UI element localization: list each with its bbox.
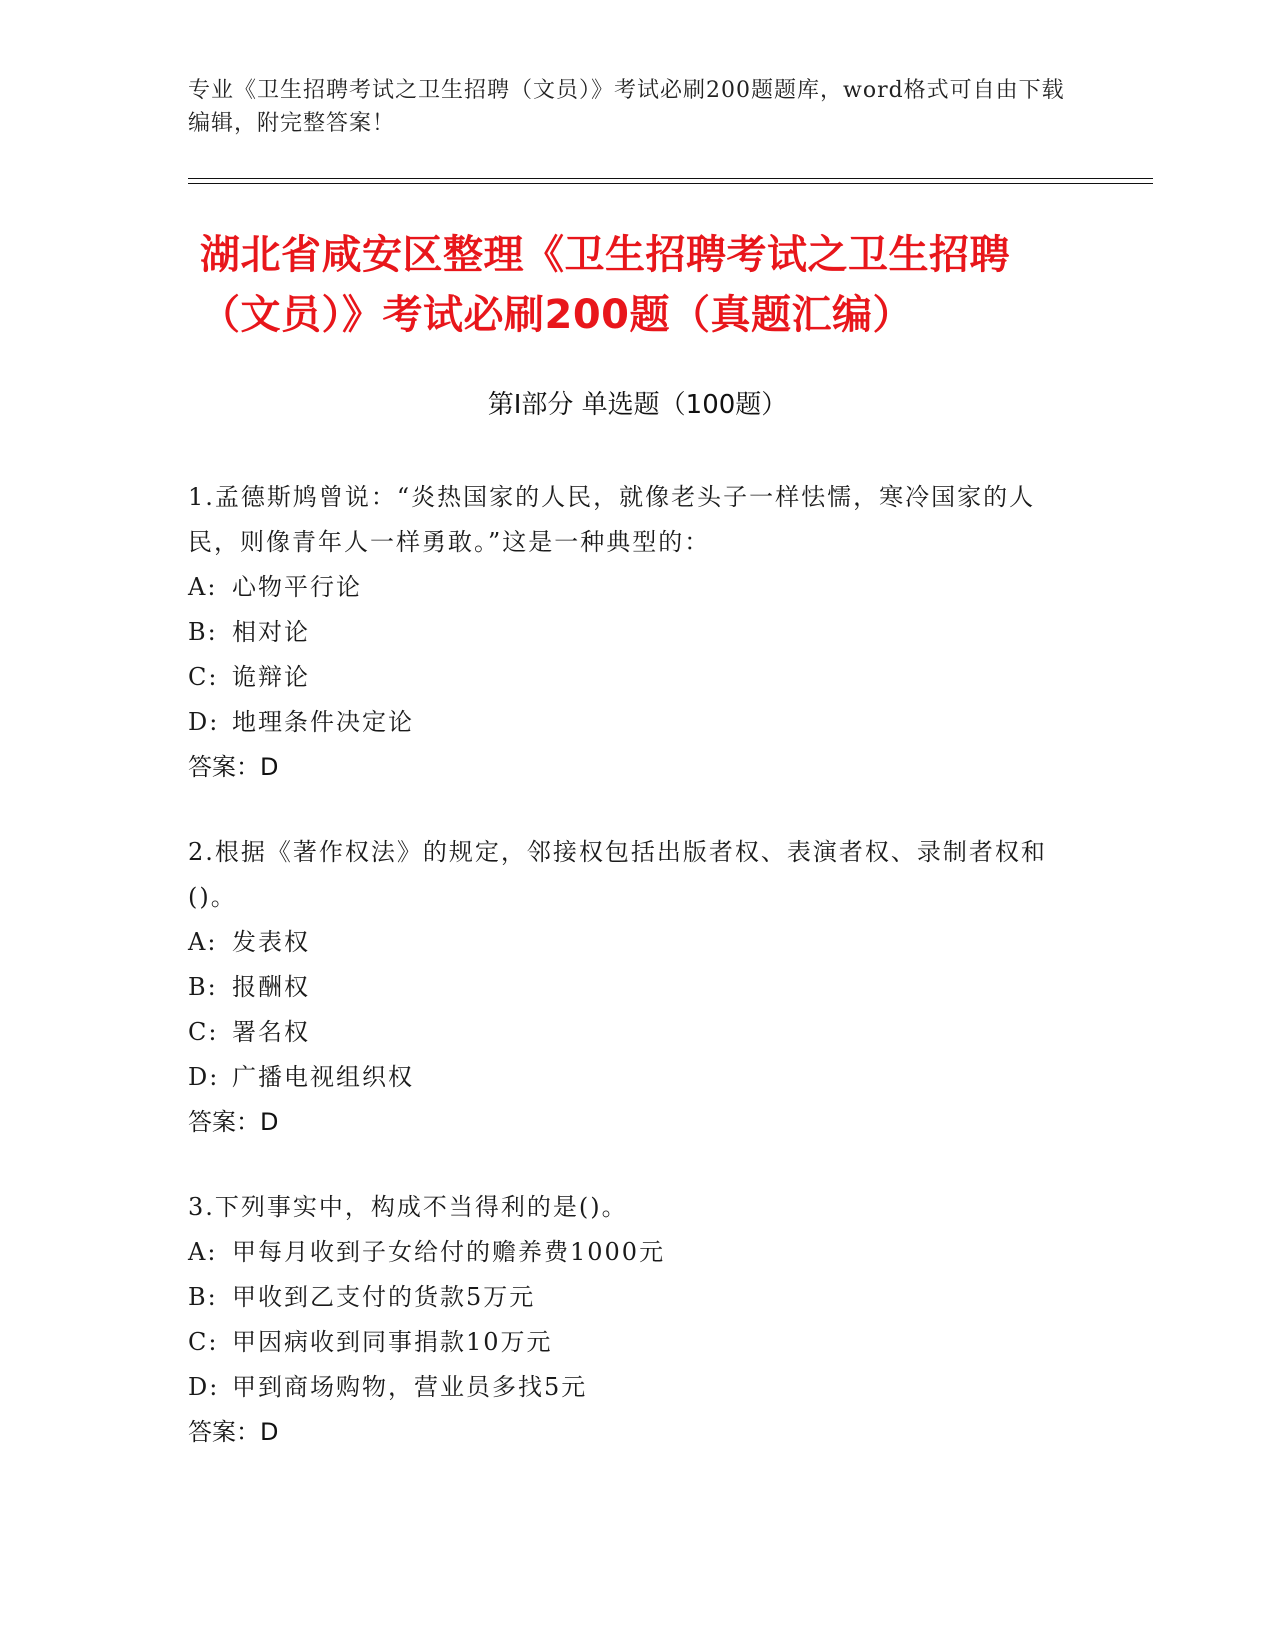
option-c — [188, 1010, 1068, 1055]
option-letter: D: — [188, 708, 220, 736]
option-b — [188, 1275, 1068, 1320]
option-d — [188, 1365, 1068, 1410]
option-letter: D: — [188, 1063, 220, 1091]
option-b — [188, 965, 1068, 1010]
option-letter: C: — [188, 1328, 219, 1356]
option-text: 甲因病收到同事捐款10万元 — [232, 1328, 553, 1356]
option-a — [188, 1230, 1068, 1275]
answer-line: 答案：D — [188, 1418, 279, 1446]
option-letter: A: — [188, 1238, 218, 1266]
question-stem: 1.孟德斯鸠曾说：“炎热国家的人民，就像老头子一样怯懦，寒冷国家的人民，则像青年人一样勇敢。”这是一种典型的： — [188, 483, 1036, 556]
header-divider-top — [188, 178, 1153, 179]
option-b — [188, 610, 1068, 655]
option-text: 署名权 — [232, 1018, 310, 1046]
option-d — [188, 700, 1068, 745]
option-a — [188, 565, 1068, 610]
question-stem: 2.根据《著作权法》的规定，邻接权包括出版者权、表演者权、录制者权和()。 — [188, 838, 1047, 911]
answer-line: 答案：D — [188, 753, 279, 781]
option-text: 发表权 — [232, 928, 310, 956]
option-text: 相对论 — [232, 618, 310, 646]
option-d — [188, 1055, 1068, 1100]
option-letter: C: — [188, 663, 219, 691]
answer-line: 答案：D — [188, 1108, 279, 1136]
option-letter: C: — [188, 1018, 219, 1046]
option-text: 诡辩论 — [232, 663, 310, 691]
option-a — [188, 920, 1068, 965]
question-2 — [188, 830, 1068, 1145]
option-letter: B: — [188, 1283, 218, 1311]
question-3 — [188, 1185, 1068, 1455]
option-text: 甲到商场购物，营业员多找5元 — [232, 1373, 588, 1401]
option-text: 广播电视组织权 — [232, 1063, 414, 1091]
option-text: 报酬权 — [232, 973, 310, 1001]
header-note: 专业《卫生招聘考试之卫生招聘（文员）》考试必刷200题题库，word格式可自由下载编辑，附完整答案！ — [188, 78, 1065, 136]
document-title: 湖北省咸安区整理《卫生招聘考试之卫生招聘（文员）》考试必刷200题（真题汇编） — [200, 232, 1010, 338]
question-stem: 3.下列事实中，构成不当得利的是()。 — [188, 1193, 628, 1221]
option-c — [188, 655, 1068, 700]
option-letter: D: — [188, 1373, 220, 1401]
option-letter: A: — [188, 928, 218, 956]
question-1 — [188, 475, 1068, 790]
option-text: 地理条件决定论 — [232, 708, 414, 736]
section-title: 第Ⅰ部分 单选题（100题） — [487, 390, 788, 420]
option-letter: B: — [188, 973, 218, 1001]
option-letter: B: — [188, 618, 218, 646]
question-list — [188, 475, 1068, 1495]
option-text: 心物平行论 — [232, 573, 362, 601]
option-letter: A: — [188, 573, 218, 601]
option-c — [188, 1320, 1068, 1365]
option-text: 甲每月收到子女给付的赡养费1000元 — [232, 1238, 666, 1266]
option-text: 甲收到乙支付的货款5万元 — [232, 1283, 536, 1311]
header-divider-bottom — [188, 183, 1153, 184]
